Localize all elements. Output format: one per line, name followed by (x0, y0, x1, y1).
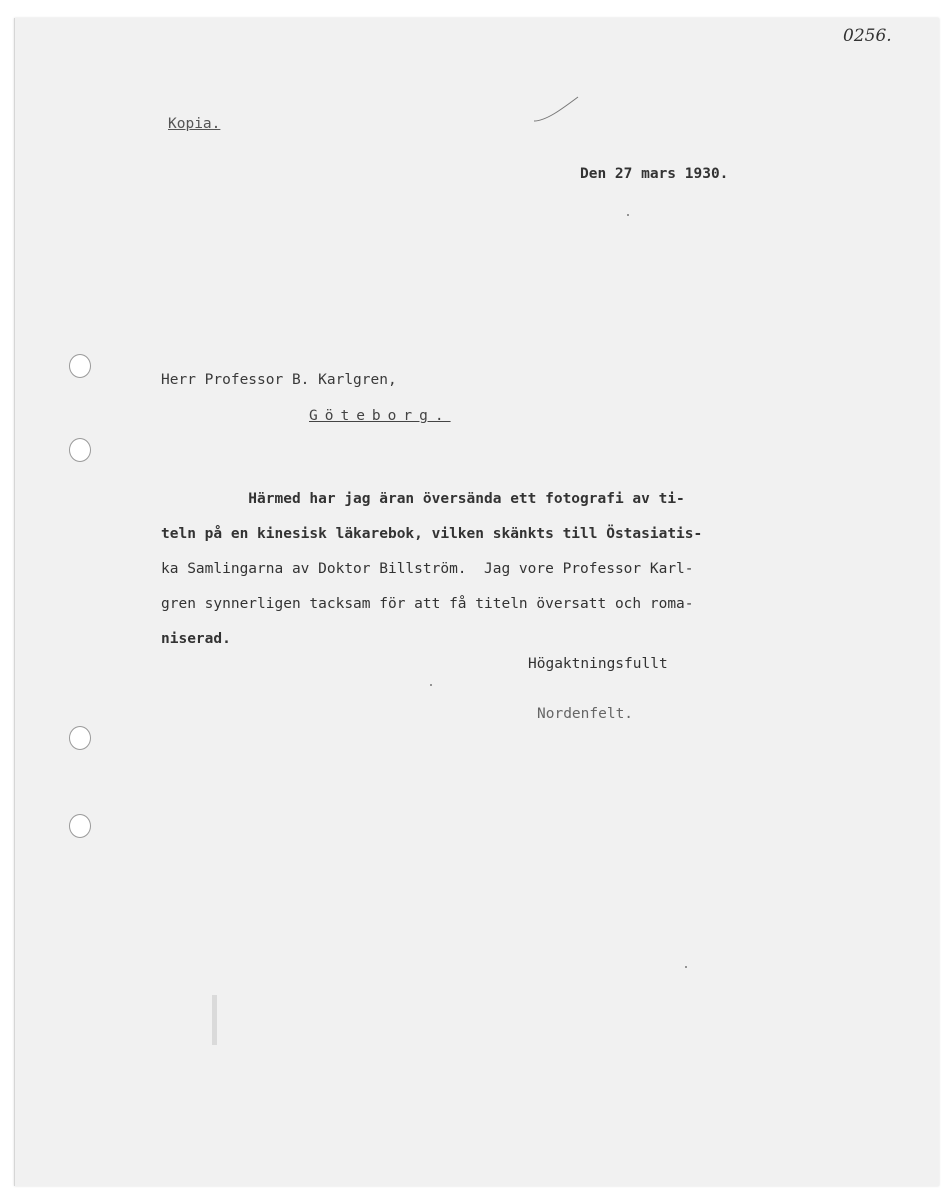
recipient-city: Göteborg. (309, 408, 451, 424)
letter-date: Den 27 mars 1930. (580, 166, 729, 182)
speck (627, 214, 629, 216)
signature: Nordenfelt. (537, 706, 634, 722)
body-line: gren synnerligen tacksam för att få titeln översatt och roma- (161, 596, 694, 612)
faint-stamp-mark (210, 995, 220, 1045)
speck (430, 684, 432, 686)
punch-hole (69, 814, 91, 838)
body-line: teln på en kinesisk läkarebok, vilken skänkts till Östasiatis- (161, 526, 703, 542)
punch-hole (69, 354, 91, 378)
copy-label: Kopia. (168, 116, 221, 132)
speck (685, 966, 687, 968)
body-line: niserad. (161, 631, 231, 647)
closing-phrase: Högaktningsfullt (528, 656, 668, 672)
punch-hole (69, 726, 91, 750)
body-line: Härmed har jag äran översända ett fotografi av ti- (161, 491, 685, 507)
archive-number: 0256. (843, 26, 892, 46)
pencil-mark-icon (532, 95, 580, 125)
punch-hole (69, 438, 91, 462)
letter-body (161, 482, 702, 657)
recipient-name: Herr Professor B. Karlgren, (161, 372, 397, 388)
body-line: ka Samlingarna av Doktor Billström. Jag vore Professor Karl- (161, 561, 694, 577)
